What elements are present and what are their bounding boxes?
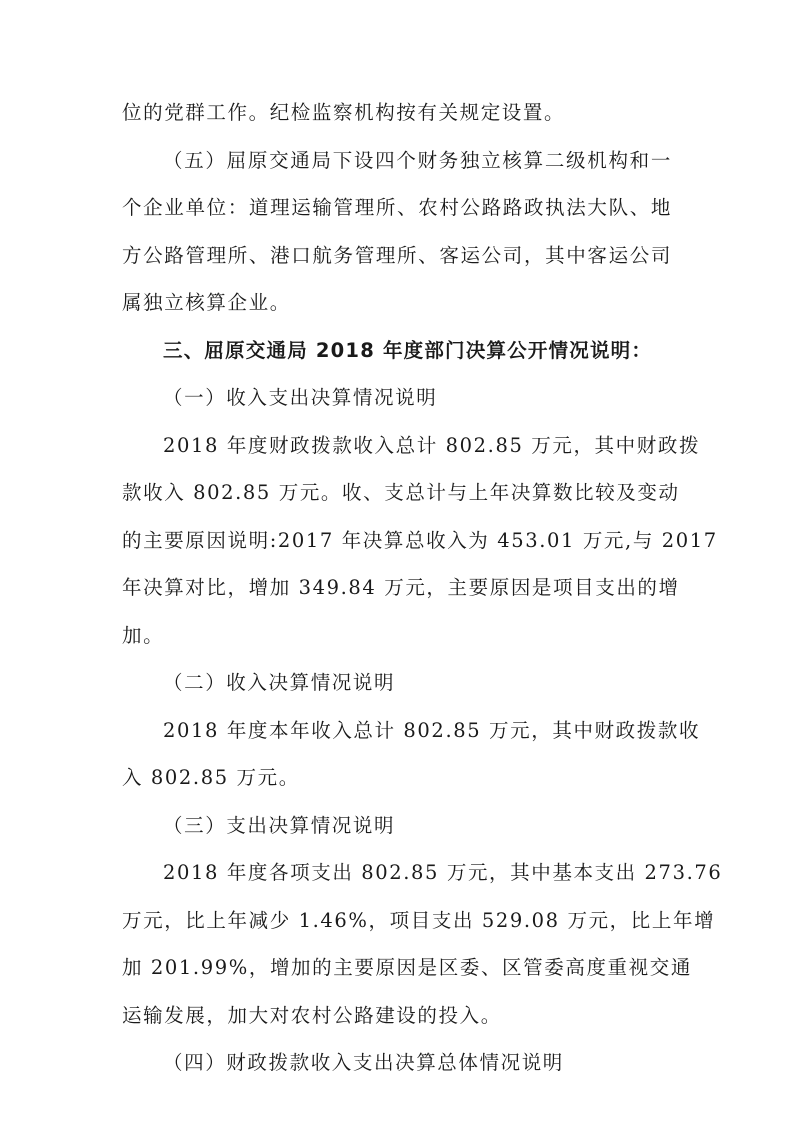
text-line-17: 2018 年度各项支出 802.85 万元，其中基本支出 273.76 — [163, 861, 723, 884]
text-line-9: 款收入 802.85 万元。收、支总计与上年决算数比较及变动 — [122, 481, 680, 504]
text-line-10: 的主要原因说明:2017 年决算总收入为 453.01 万元,与 2017 — [122, 528, 718, 552]
text-line-15: 入 802.85 万元。 — [122, 766, 300, 789]
text-line-1: 位的党群工作。纪检监察机构按有关规定设置。 — [122, 101, 566, 124]
text-line-20: 运输发展，加大对农村公路建设的投入。 — [122, 1003, 502, 1027]
text-line-5: 属独立核算企业。 — [122, 291, 291, 314]
text-line-11: 年决算对比，增加 349.84 万元，主要原因是项目支出的增 — [122, 576, 680, 599]
text-line-3: 个企业单位：道理运输管理所、农村公路路政执法大队、地 — [122, 196, 672, 219]
subheading-2: （二）收入决算情况说明 — [163, 671, 396, 694]
text-line-19: 加 201.99%，增加的主要原因是区委、区管委高度重视交通 — [122, 956, 692, 979]
text-line-12: 加。 — [122, 623, 165, 647]
text-line-8: 2018 年度财政拨款收入总计 802.85 万元，其中财政拨 — [163, 433, 701, 457]
text-line-18: 万元，比上年减少 1.46%，项目支出 529.08 万元，比上年增 — [122, 908, 716, 932]
subheading-3: （三）支出决算情况说明 — [163, 813, 396, 837]
section-heading-3: 三、屈原交通局 2018 年度部门决算公开情况说明： — [163, 338, 653, 362]
text-line-14: 2018 年度本年收入总计 802.85 万元，其中财政拨款收 — [163, 718, 701, 742]
text-line-4: 方公路管理所、港口航务管理所、客运公司，其中客运公司 — [122, 243, 672, 267]
text-line-2: （五）屈原交通局下设四个财务独立核算二级机构和一 — [163, 148, 672, 172]
subheading-4: （四）财政拨款收入支出决算总体情况说明 — [163, 1051, 564, 1074]
subheading-1: （一）收入支出决算情况说明 — [163, 386, 438, 409]
